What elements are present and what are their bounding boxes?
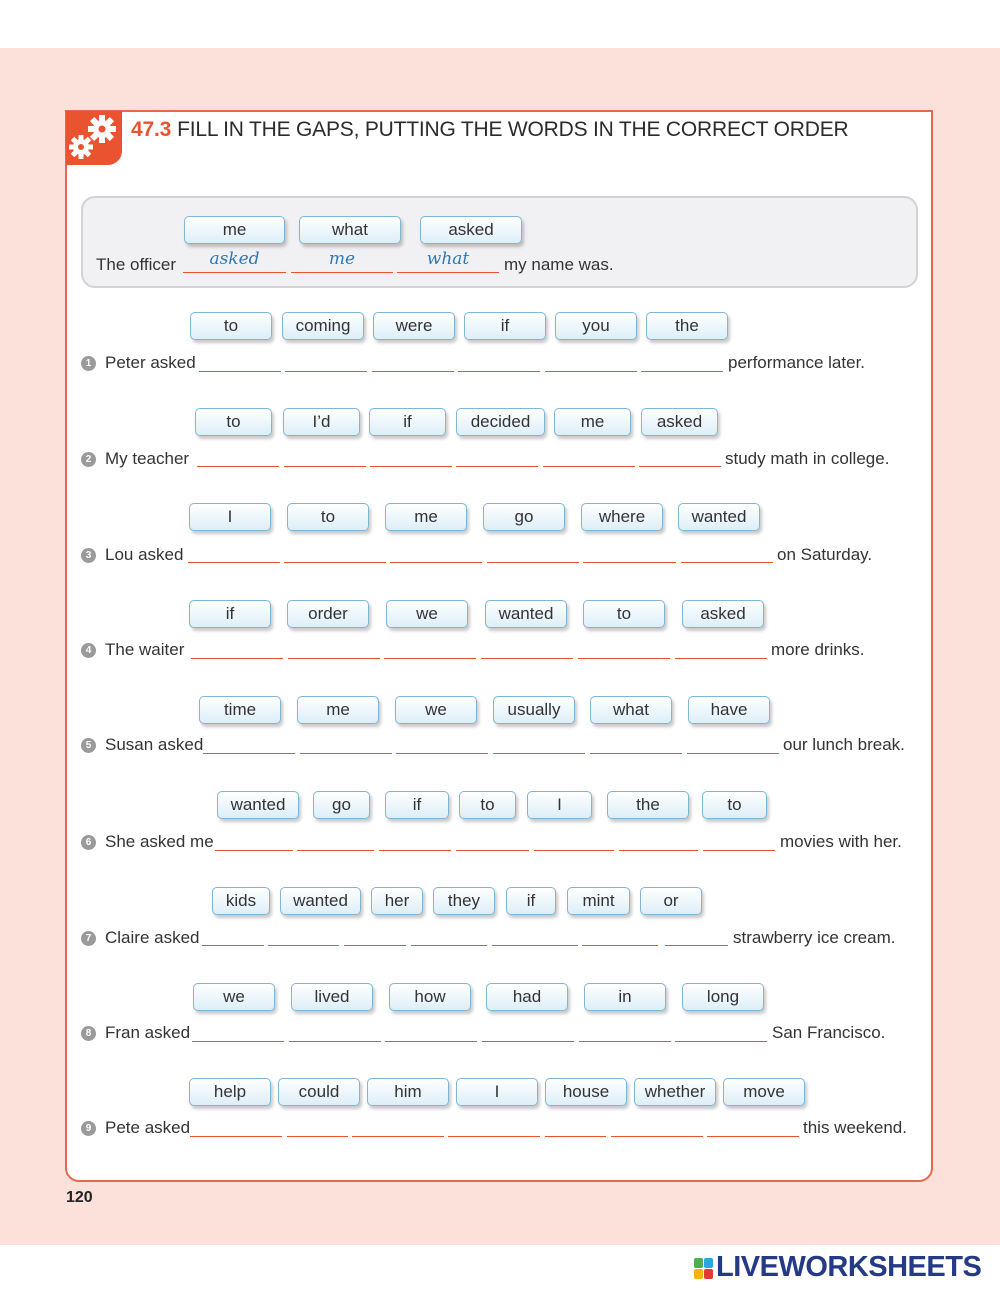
answer-blank[interactable] (390, 562, 482, 563)
word-tile[interactable]: we (386, 600, 468, 628)
answer-blank[interactable] (284, 562, 386, 563)
question-number: 6 (81, 835, 96, 850)
word-tile[interactable]: go (313, 791, 370, 819)
word-tile[interactable]: if (385, 791, 449, 819)
word-tile[interactable]: to (287, 503, 369, 531)
word-tile[interactable]: house (545, 1078, 627, 1106)
word-tile[interactable]: we (395, 696, 477, 724)
answer-blank[interactable] (352, 1136, 444, 1137)
answer-blank[interactable] (687, 753, 779, 754)
answer-blank[interactable] (197, 466, 279, 467)
word-tile[interactable]: if (464, 312, 546, 340)
question-number: 4 (81, 643, 96, 658)
answer-blank[interactable] (192, 1041, 284, 1042)
sentence-prefix: My teacher (105, 449, 190, 468)
answer-blank[interactable] (385, 1041, 477, 1042)
question-number: 9 (81, 1121, 96, 1136)
sentence-prefix: Pete asked (105, 1118, 191, 1137)
answer-blank[interactable] (582, 945, 658, 946)
answer-blank[interactable] (481, 658, 573, 659)
word-tile[interactable]: where (581, 503, 663, 531)
sentence-prefix: The officer (96, 255, 177, 274)
answer-blank[interactable] (287, 1136, 348, 1137)
word-tile[interactable]: to (702, 791, 767, 819)
question-number: 1 (81, 356, 96, 371)
word-tile[interactable]: to (195, 408, 272, 436)
answer-blank[interactable] (190, 1136, 282, 1137)
answer-blank[interactable] (545, 371, 637, 372)
sentence-prefix: Claire asked (105, 928, 200, 947)
answer-blank[interactable] (202, 945, 264, 946)
sentence-prefix: She asked me (105, 832, 214, 851)
answer-blank[interactable] (590, 753, 682, 754)
question-number: 7 (81, 931, 96, 946)
word-tile[interactable]: help (189, 1078, 271, 1106)
answer-blank[interactable] (397, 272, 499, 273)
answer-blank[interactable] (543, 466, 635, 467)
word-tile[interactable]: I (456, 1078, 538, 1106)
answer-blank[interactable] (215, 850, 293, 851)
question-number: 2 (81, 452, 96, 467)
exercise-title (131, 118, 848, 142)
word-tile[interactable]: me (554, 408, 631, 436)
top-band (0, 0, 1000, 48)
word-tile[interactable]: mint (567, 887, 630, 915)
word-tile[interactable]: lived (291, 983, 373, 1011)
answer-blank[interactable] (665, 945, 728, 946)
liveworksheets-icon (694, 1258, 714, 1280)
word-tile[interactable]: time (199, 696, 281, 724)
answer-blank[interactable] (284, 466, 366, 467)
word-tile[interactable]: wanted (678, 503, 760, 531)
word-tile[interactable]: I (527, 791, 592, 819)
answer-blank[interactable] (411, 945, 487, 946)
sentence-suffix: more drinks. (771, 640, 865, 659)
answer-blank[interactable] (675, 658, 767, 659)
answer-blank[interactable] (285, 371, 367, 372)
answer-blank[interactable] (534, 850, 614, 851)
word-tile[interactable]: kids (212, 887, 270, 915)
answer-blank[interactable] (203, 753, 295, 754)
answer-blank[interactable] (583, 562, 676, 563)
answer-blank[interactable] (619, 850, 698, 851)
answer-blank[interactable] (675, 1041, 767, 1042)
answer-blank[interactable] (578, 658, 670, 659)
answer-blank[interactable] (493, 753, 585, 754)
word-tile[interactable]: the (646, 312, 728, 340)
word-tile[interactable]: if (506, 887, 556, 915)
word-tile[interactable]: were (373, 312, 455, 340)
answer-blank[interactable] (372, 371, 454, 372)
answer-blank[interactable] (545, 1136, 606, 1137)
word-tile[interactable]: asked (641, 408, 718, 436)
word-tile[interactable]: I (189, 503, 271, 531)
gears-icon (66, 111, 122, 165)
answer-blank[interactable] (456, 850, 529, 851)
word-tile[interactable]: what (299, 216, 401, 244)
word-tile[interactable]: they (433, 887, 495, 915)
word-tile[interactable]: had (486, 983, 568, 1011)
sentence-suffix: on Saturday. (777, 545, 873, 564)
brand-name: LIVEWORKSHEETS (716, 1251, 982, 1283)
word-tile[interactable]: decided (456, 408, 545, 436)
answer-blank[interactable] (707, 1136, 799, 1137)
question-number: 3 (81, 548, 96, 563)
word-tile[interactable]: go (483, 503, 565, 531)
word-tile[interactable]: me (385, 503, 467, 531)
sentence-suffix: San Francisco. (772, 1023, 886, 1042)
answer-blank[interactable] (703, 850, 775, 851)
answer-blank[interactable] (458, 371, 540, 372)
word-tile[interactable]: order (287, 600, 369, 628)
answer-blank[interactable] (291, 272, 393, 273)
word-tile[interactable]: him (367, 1078, 449, 1106)
word-tile[interactable]: wanted (280, 887, 361, 915)
answer-blank[interactable] (188, 562, 280, 563)
word-tile[interactable]: her (371, 887, 423, 915)
sentence-prefix: Susan asked (105, 735, 204, 754)
question-number: 5 (81, 738, 96, 753)
sentence-suffix: our lunch break. (783, 735, 905, 754)
word-tile[interactable]: coming (282, 312, 364, 340)
sentence-suffix: my name was. (504, 255, 614, 274)
answer-blank[interactable] (300, 753, 392, 754)
sentence-prefix: Fran asked (105, 1023, 191, 1042)
answer-blank[interactable] (297, 850, 374, 851)
answer-blank[interactable] (492, 945, 578, 946)
answer-blank[interactable] (579, 1041, 671, 1042)
question-number: 8 (81, 1026, 96, 1041)
word-tile[interactable]: in (584, 983, 666, 1011)
word-tile[interactable]: the (607, 791, 689, 819)
word-tile[interactable]: we (193, 983, 275, 1011)
word-tile[interactable]: how (389, 983, 471, 1011)
example-answer: asked (209, 249, 260, 269)
answer-blank[interactable] (191, 658, 283, 659)
answer-blank[interactable] (641, 371, 723, 372)
answer-blank[interactable] (268, 945, 339, 946)
word-tile[interactable]: if (189, 600, 271, 628)
word-tile[interactable]: usually (493, 696, 575, 724)
word-tile[interactable]: or (640, 887, 702, 915)
answer-blank[interactable] (396, 753, 488, 754)
word-tile[interactable]: whether (634, 1078, 716, 1106)
sentence-suffix: this weekend. (803, 1118, 907, 1137)
sentence-prefix: Peter asked (105, 353, 196, 372)
answer-blank[interactable] (344, 945, 406, 946)
answer-blank[interactable] (288, 658, 380, 659)
answer-blank[interactable] (370, 466, 452, 467)
word-tile[interactable]: me (297, 696, 379, 724)
word-tile[interactable]: to (459, 791, 516, 819)
word-tile[interactable]: could (278, 1078, 360, 1106)
word-tile[interactable]: wanted (485, 600, 567, 628)
word-tile[interactable]: to (583, 600, 665, 628)
answer-blank[interactable] (289, 1041, 381, 1042)
exercise-instruction: FILL IN THE GAPS, PUTTING THE WORDS IN THE CORRECT ORDER (177, 118, 849, 141)
exercise-number: 47.3 (131, 118, 172, 141)
word-tile[interactable]: if (369, 408, 446, 436)
word-tile[interactable]: asked (420, 216, 522, 244)
answer-blank[interactable] (183, 272, 286, 273)
word-tile[interactable]: me (184, 216, 285, 244)
sentence-suffix: performance later. (728, 353, 866, 372)
answer-blank[interactable] (639, 466, 721, 467)
example-answer: me (328, 249, 356, 269)
example-answer: what (426, 249, 470, 269)
answer-blank[interactable] (611, 1136, 703, 1137)
answer-blank[interactable] (482, 1041, 574, 1042)
word-tile[interactable]: asked (682, 600, 764, 628)
word-tile[interactable]: to (190, 312, 272, 340)
sentence-suffix: strawberry ice cream. (733, 928, 896, 947)
answer-blank[interactable] (199, 371, 281, 372)
answer-blank[interactable] (379, 850, 451, 851)
answer-blank[interactable] (456, 466, 538, 467)
answer-blank[interactable] (681, 562, 773, 563)
answer-blank[interactable] (487, 562, 579, 563)
word-tile[interactable]: long (682, 983, 764, 1011)
word-tile[interactable]: have (688, 696, 770, 724)
word-tile[interactable]: what (590, 696, 672, 724)
word-tile[interactable]: you (555, 312, 637, 340)
word-tile[interactable]: I’d (283, 408, 360, 436)
sentence-suffix: study math in college. (725, 449, 890, 468)
word-tile[interactable]: move (723, 1078, 805, 1106)
sentence-suffix: movies with her. (780, 832, 902, 851)
sentence-prefix: The waiter (105, 640, 185, 659)
answer-blank[interactable] (448, 1136, 540, 1137)
page-number: 120 (66, 1189, 93, 1206)
answer-blank[interactable] (384, 658, 476, 659)
sentence-prefix: Lou asked (105, 545, 184, 564)
word-tile[interactable]: wanted (217, 791, 299, 819)
